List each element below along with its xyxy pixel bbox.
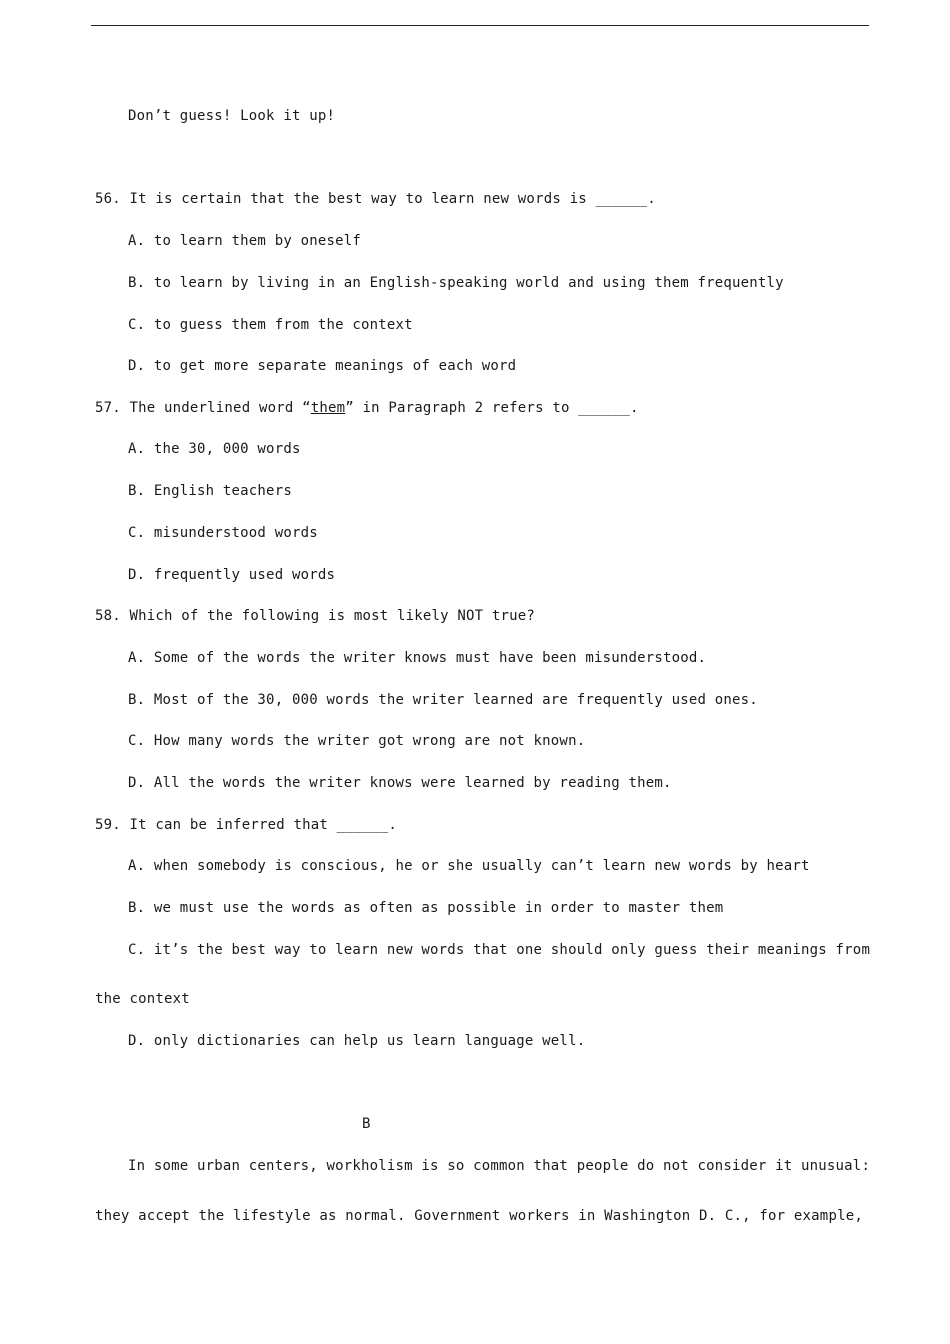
section-label: B: [362, 1116, 371, 1132]
question-58-option-b: B. Most of the 30, 000 words the writer learned are frequently used ones.: [128, 692, 758, 708]
question-59-option-d: D. only dictionaries can help us learn language well.: [128, 1033, 586, 1049]
heading-line: Don’t guess! Look it up!: [128, 108, 336, 124]
question-56-option-a: A. to learn them by oneself: [128, 233, 361, 249]
question-57-option-c: C. misunderstood words: [128, 525, 318, 541]
question-57-option-b: B. English teachers: [128, 483, 292, 499]
question-58-option-d: D. All the words the writer knows were learned by reading them.: [128, 775, 672, 791]
question-56-option-b: B. to learn by living in an English-speaking world and using them frequently: [128, 275, 784, 291]
passage-line-1: In some urban centers, workholism is so common that people do not consider it unusual:: [128, 1158, 871, 1174]
question-58-option-a: A. Some of the words the writer knows must have been misunderstood.: [128, 650, 707, 666]
question-59-option-c-continued: the context: [95, 991, 190, 1007]
question-56-option-c: C. to guess them from the context: [128, 317, 413, 333]
question-59-option-b: B. we must use the words as often as possible in order to master them: [128, 900, 724, 916]
question-57-option-d: D. frequently used words: [128, 567, 336, 583]
question-59-option-c: C. it’s the best way to learn new words that one should only guess their meanings from: [128, 942, 871, 958]
question-57-option-a: A. the 30, 000 words: [128, 441, 301, 457]
question-56-stem: 56. It is certain that the best way to learn new words is ______.: [95, 191, 656, 207]
question-58-option-c: C. How many words the writer got wrong are not known.: [128, 733, 586, 749]
question-56-option-d: D. to get more separate meanings of each word: [128, 358, 517, 374]
passage-line-2: they accept the lifestyle as normal. Government workers in Washington D. C., for example,: [95, 1208, 863, 1224]
question-57-stem: [95, 398, 639, 418]
question-58-stem: 58. Which of the following is most likely NOT true?: [95, 608, 536, 624]
question-57-stem-pre: 57. The underlined word “: [95, 400, 311, 416]
question-59-stem: 59. It can be inferred that ______.: [95, 817, 398, 833]
question-59-option-a: A. when somebody is conscious, he or she usually can’t learn new words by heart: [128, 858, 810, 874]
question-57-stem-post: ” in Paragraph 2 refers to ______.: [345, 400, 639, 416]
top-rule: [91, 25, 869, 26]
underlined-word: them: [310, 400, 346, 416]
